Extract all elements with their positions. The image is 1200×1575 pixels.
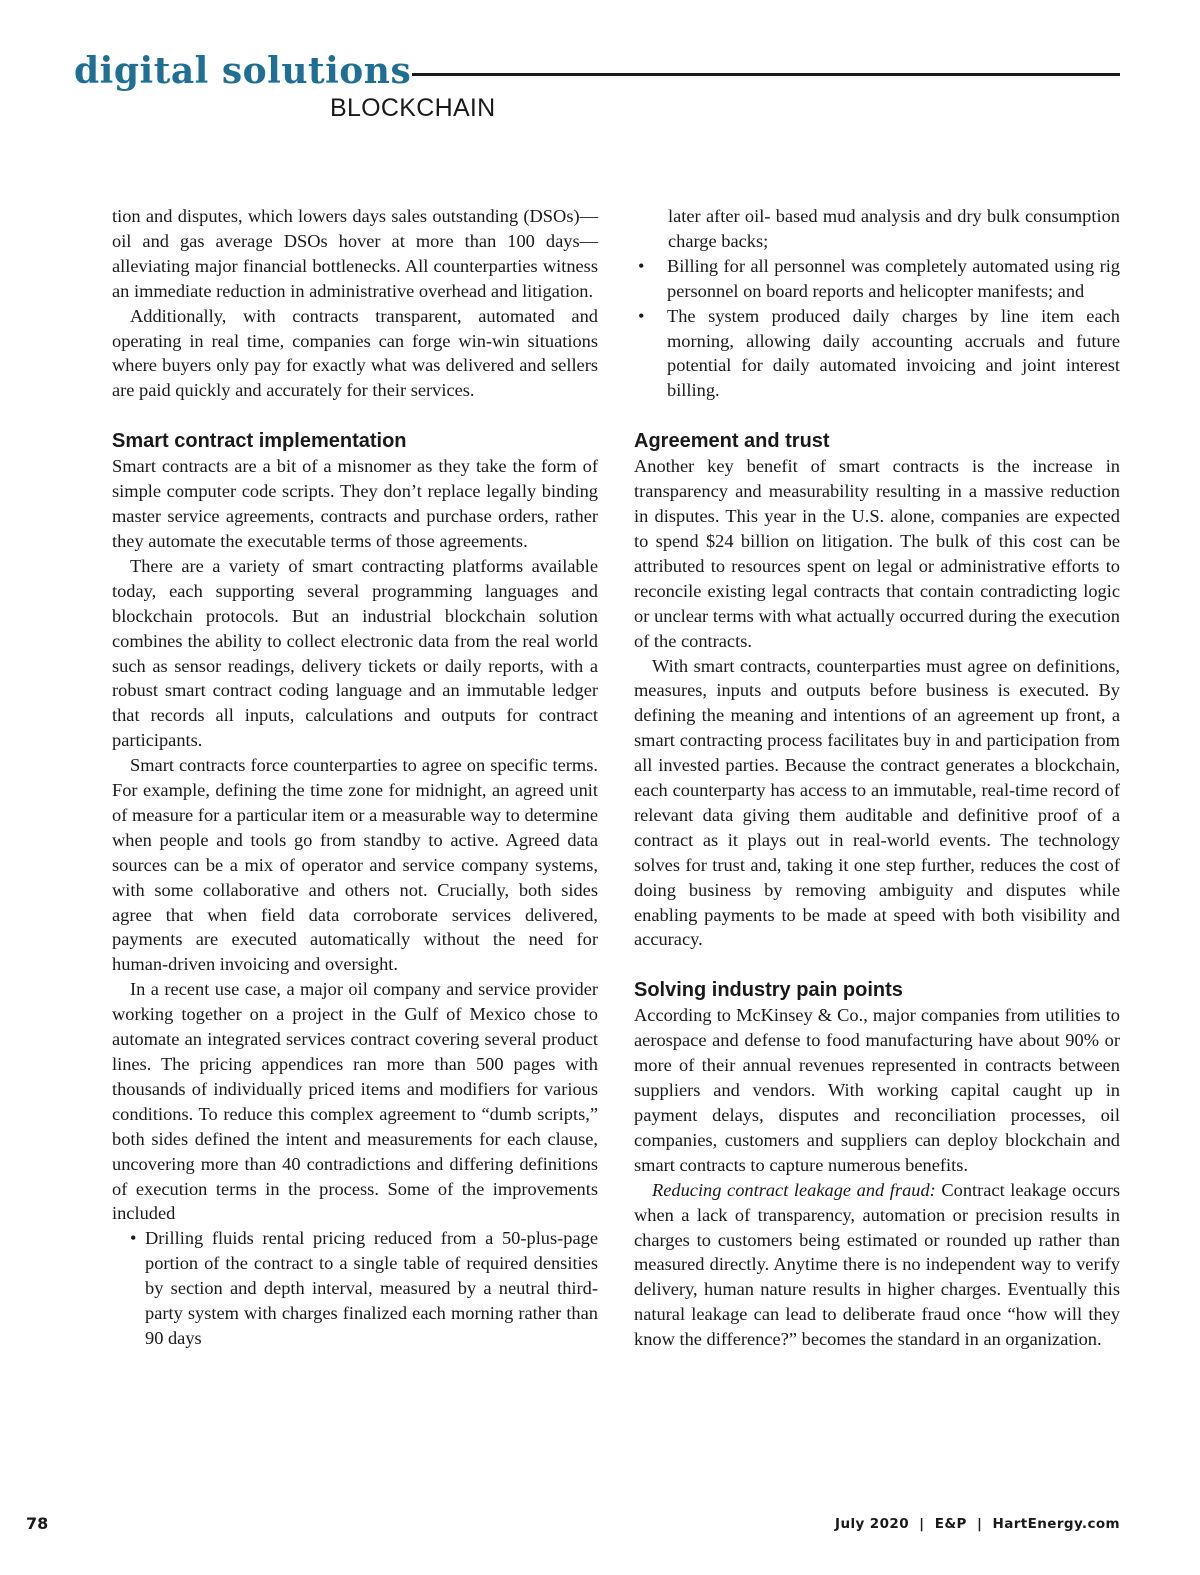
- list-item-continuation: later after oil- based mud analysis and dry bulk consumption charge backs;: [668, 206, 1120, 251]
- paragraph-body: Contract leakage occurs when a lack of transparency, automation or precision results in charges to customers being estimated or rounded up rather than measured directly. Anytime there is no independent way to verify delivery, human nature results in higher charges. Eventually this natural leakage can lead to deliberate fraud once “how will they know the difference?” becomes the standard in an organization.: [634, 1179, 1120, 1350]
- improvements-list: [112, 1226, 598, 1351]
- section-title: digital solutions: [74, 50, 412, 92]
- page-number: 78: [26, 1514, 49, 1533]
- paragraph: Smart contracts force counterparties to agree on specific terms. For example, defining the time zone for midnight, an agreed unit of measure for a particular item or a measurable way to determine when people and tools go from standby to active. Agreed data sources can be a mix of operator and service company systems, with some collaborative and others not. Crucially, both sides agree that when field data corroborate services delivered, payments are executed automatically without the need for human-driven invoicing and oversight.: [112, 755, 598, 975]
- masthead: [74, 50, 1120, 130]
- paragraph: tion and disputes, which lowers days sales outstanding (DSOs)—oil and gas average DSOs hover at more than 100 days—alleviating major financial bottlenecks. All counterparties witness an immediate reduction in administrative overhead and litigation.: [112, 206, 598, 301]
- paragraph: There are a variety of smart contracting platforms available today, each supporting several programming languages and blockchain protocols. But an industrial blockchain solution combines the ability to collect electronic data from the real world such as sensor readings, delivery tickets or daily reports, with a robust smart contract coding language and an immutable ledger that records all inputs, calculations and outputs for contract participants.: [112, 555, 598, 751]
- bullet-icon: •: [638, 255, 645, 276]
- paragraph: Another key benefit of smart contracts is the increase in transparency and measurability resulting in a massive reduction in disputes. This year in the U.S. alone, companies are expected to spend $24 billion on litigation. The bulk of this cost can be attributed to resources spent on legal or administrative efforts to reconcile existing legal contracts that contain contradicting logic or unclear terms with what actually occurred during the execution of the contracts.: [634, 456, 1120, 651]
- paragraph: Smart contracts are a bit of a misnomer as they take the form of simple computer code scripts. They don’t replace legally binding master service agreements, contracts and purchase orders, rather they automate the executable terms of those agreements.: [112, 456, 598, 551]
- left-column: [112, 204, 598, 1351]
- list-item: [112, 1226, 598, 1351]
- list-item: [634, 304, 1120, 404]
- paragraph: [634, 1178, 1120, 1352]
- paragraph: According to McKinsey & Co., major companies from utilities to aerospace and defense to food manufacturing have about 90% or more of their annual revenues represented in contracts between suppliers and vendors. With working capital caught up in payment delays, disputes and reconciliation processes, oil companies, customers and suppliers can deploy blockchain and smart contracts to capture numerous benefits.: [634, 1005, 1120, 1175]
- right-column: [634, 204, 1120, 1352]
- heading-smart-contract-implementation: Smart contract implementation: [112, 430, 407, 453]
- list-item-text: Billing for all personnel was completely automated using rig personnel on board reports and helicopter manifests; and: [667, 255, 1120, 301]
- list-item-text: The system produced daily charges by line item each morning, allowing daily accounting accruals and future potential for daily automated invoicing and joint interest billing.: [667, 305, 1120, 401]
- list-item-text: Drilling fluids rental pricing reduced from a 50-plus-page portion of the contract to a single table of required densities by section and depth interval, measured by a neutral third-party system with charges finalized each morning rather than 90 days: [145, 1228, 598, 1348]
- paragraph: Additionally, with contracts transparent, automated and operating in real time, companies can forge win-win situations where buyers only pay for exactly what was delivered and sellers are paid quickly and accurately for their services.: [112, 305, 598, 401]
- bullet-icon: •: [638, 305, 645, 326]
- publication-footer: July 2020 | E&P | HartEnergy.com: [835, 1516, 1120, 1532]
- bullet-icon: •: [130, 1228, 137, 1249]
- subsection-label: BLOCKCHAIN: [330, 94, 496, 122]
- heading-agreement-and-trust: Agreement and trust: [634, 430, 830, 453]
- improvements-list-continued: [634, 254, 1120, 403]
- list-item: [634, 254, 1120, 304]
- paragraph-lead-in: Reducing contract leakage and fraud:: [652, 1179, 936, 1200]
- header-rule: [412, 73, 1120, 76]
- heading-solving-industry-pain-points: Solving industry pain points: [634, 979, 903, 1002]
- paragraph: In a recent use case, a major oil company and service provider working together on a project in the Gulf of Mexico chose to automate an integrated services contract covering several product lines. The pricing appendices ran more than 500 pages with thousands of individually priced items and modifiers for various conditions. To reduce this complex agreement to “dumb scripts,” both sides defined the intent and measurements for each clause, uncovering more than 40 contradictions and differing definitions of execution terms in the process. Some of the improvements included: [112, 979, 598, 1224]
- paragraph: With smart contracts, counterparties must agree on definitions, measures, inputs and outputs before business is executed. By defining the meaning and intentions of an agreement up front, a smart contracting process facilitates buy in and participation from all invested parties. Because the contract generates a blockchain, each counterparty has access to an immutable, real-time record of relevant data giving them auditable and definitive proof of a contract as it plays out in real-world events. The technology solves for trust and, taking it one step further, reduces the cost of doing business by removing ambiguity and disputes while enabling payments to be made at speed with both visibility and accuracy.: [634, 655, 1120, 950]
